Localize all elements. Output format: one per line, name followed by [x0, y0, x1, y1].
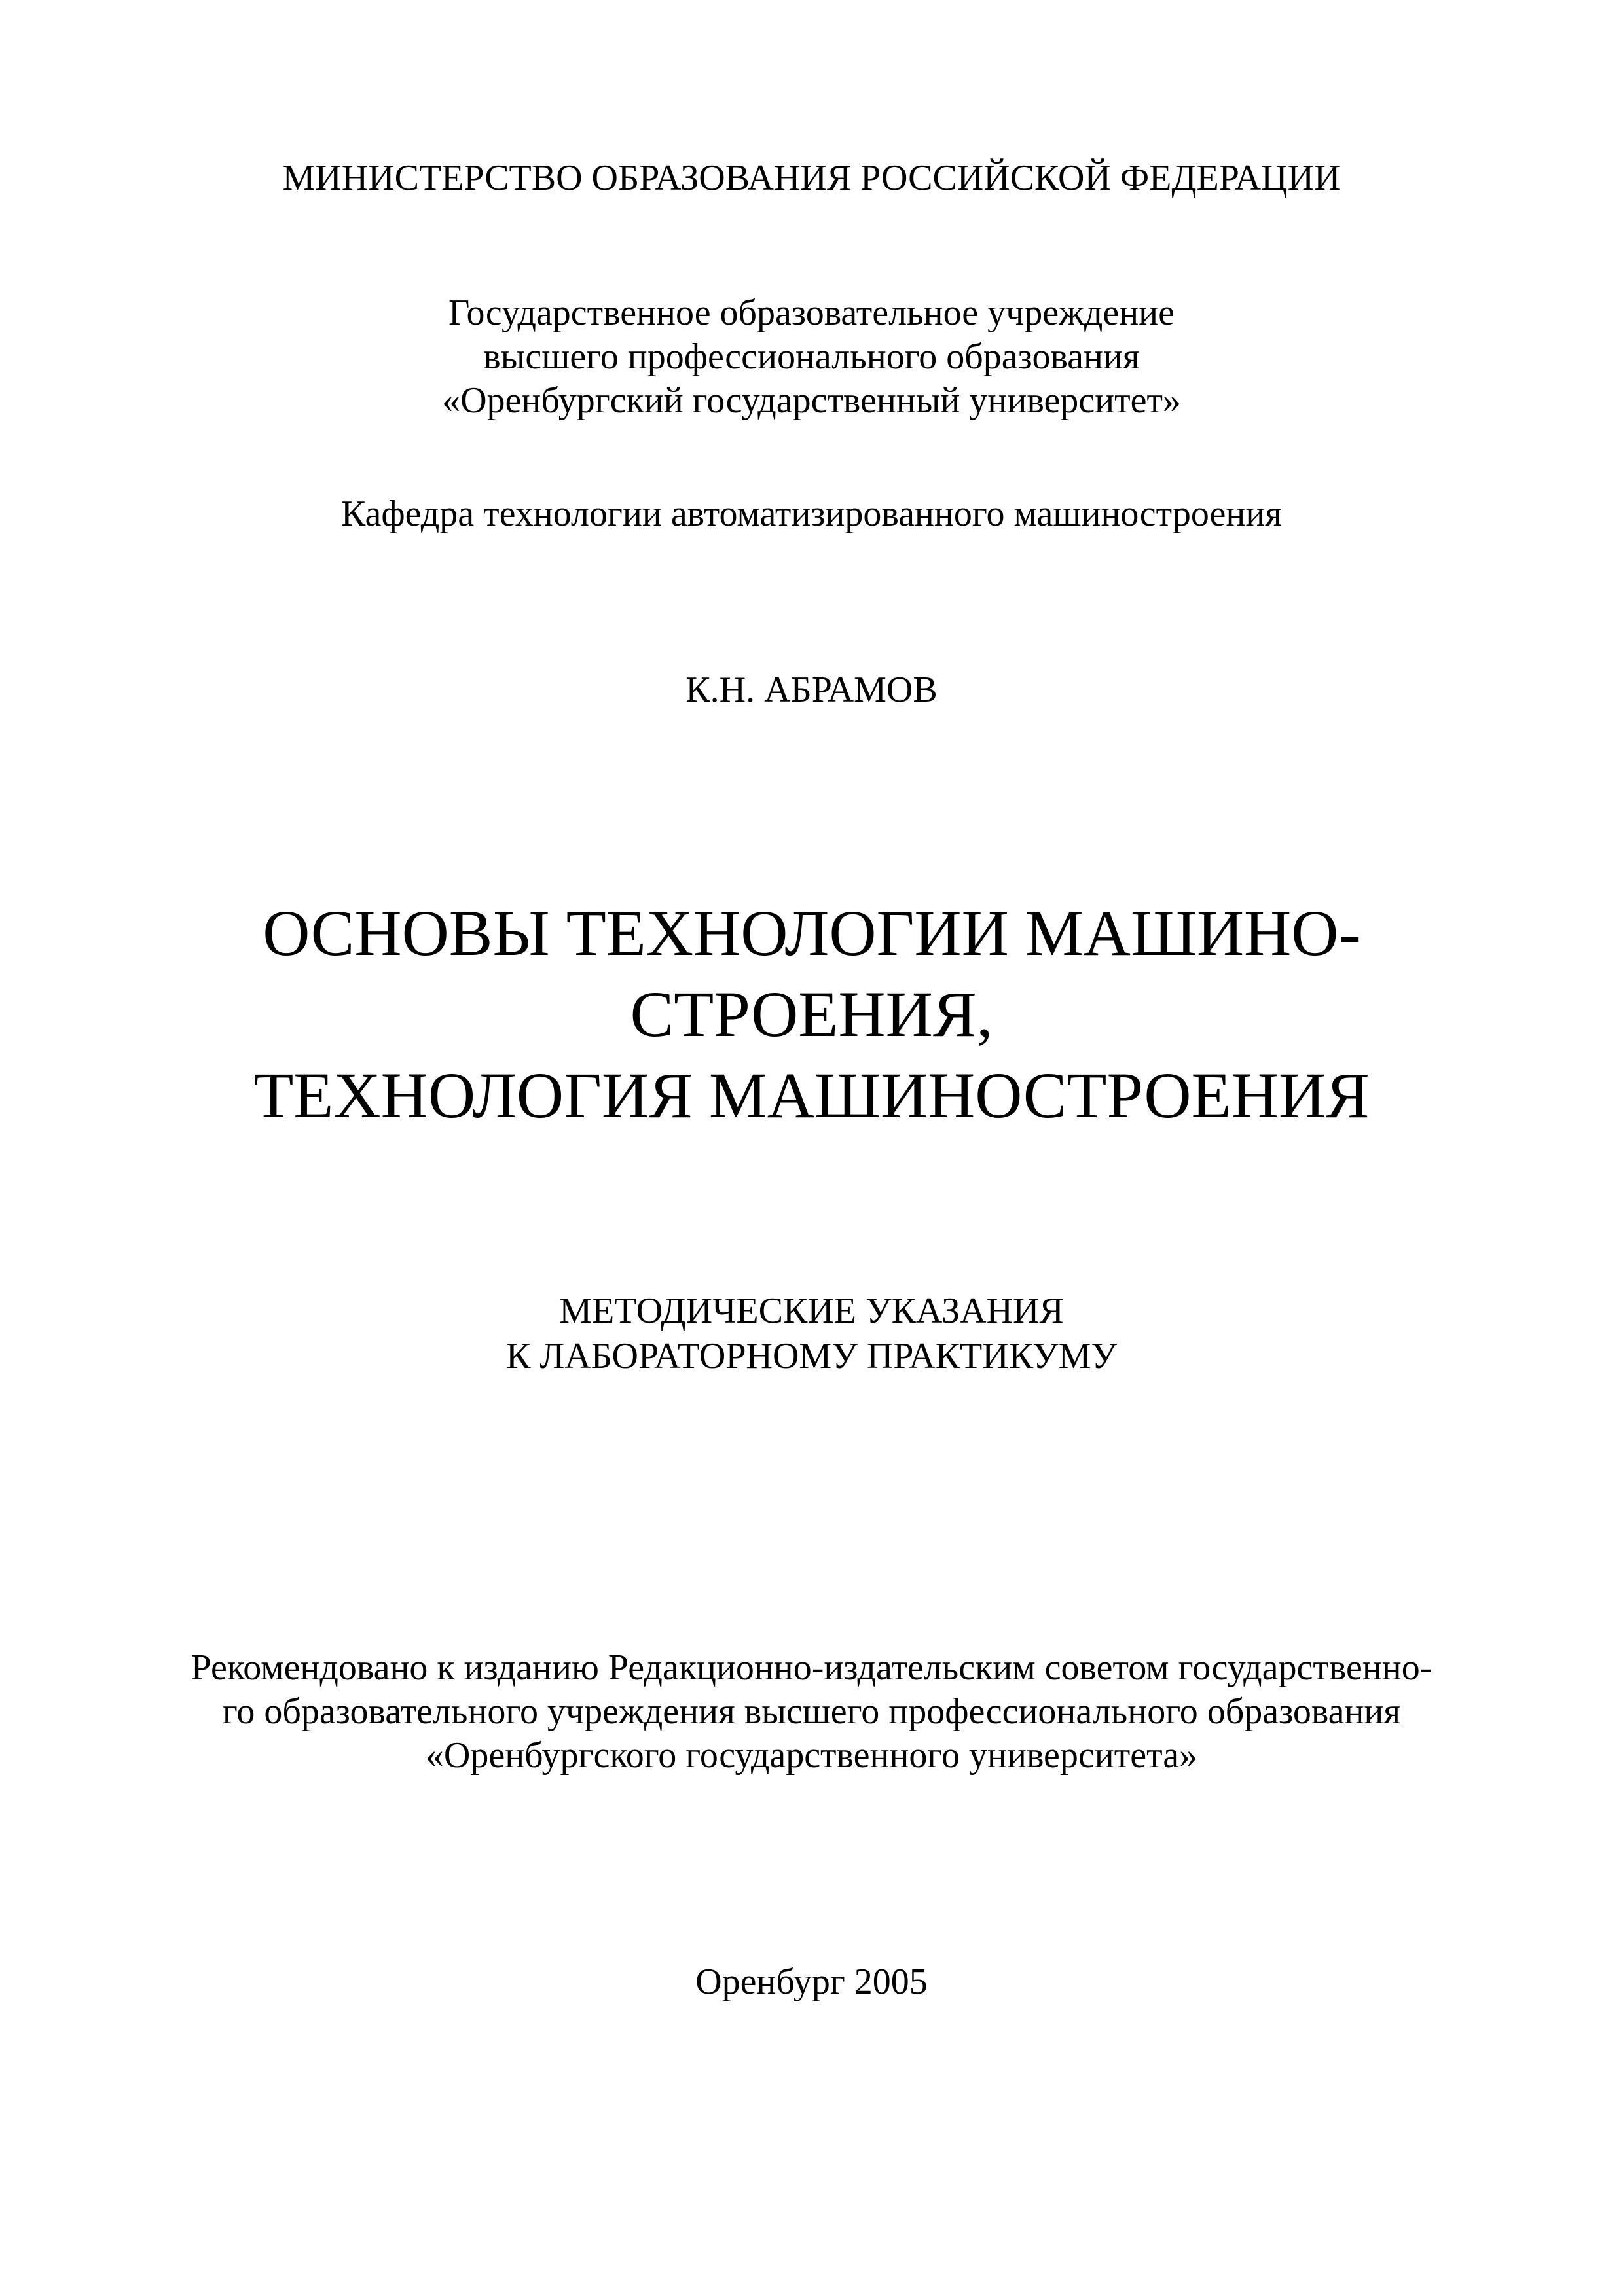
- recommendation-line: го образовательного учреждения высшего профессионального образования: [222, 1691, 1401, 1732]
- book-title-line: ТЕХНОЛОГИЯ МАШИНОСТРОЕНИЯ: [253, 1059, 1370, 1132]
- subtitle-line: К ЛАБОРАТОРНОМУ ПРАКТИКУМУ: [505, 1336, 1118, 1376]
- recommendation-line: «Оренбургского государственного университета»: [425, 1735, 1198, 1776]
- city-year: Оренбург 2005: [695, 1962, 928, 2002]
- institution-line: высшего профессионального образования: [483, 336, 1140, 377]
- book-title-line: СТРОЕНИЯ,: [630, 978, 993, 1050]
- institution-line: «Оренбургский государственный университет»: [442, 380, 1181, 421]
- recommendation-line: Рекомендовано к изданию Редакционно-издательским советом государственно-: [191, 1647, 1432, 1688]
- author-name: К.Н. АБРАМОВ: [685, 670, 938, 710]
- department-name: Кафедра технологии автоматизированного машиностроения: [340, 493, 1283, 534]
- subtitle-line: МЕТОДИЧЕСКИЕ УКАЗАНИЯ: [559, 1291, 1064, 1331]
- book-title-line: ОСНОВЫ ТЕХНОЛОГИИ МАШИНО-: [263, 897, 1360, 969]
- ministry-heading: МИНИСТЕРСТВО ОБРАЗОВАНИЯ РОССИЙСКОЙ ФЕДЕРАЦИИ: [282, 158, 1341, 198]
- institution-line: Государственное образовательное учреждение: [448, 293, 1175, 333]
